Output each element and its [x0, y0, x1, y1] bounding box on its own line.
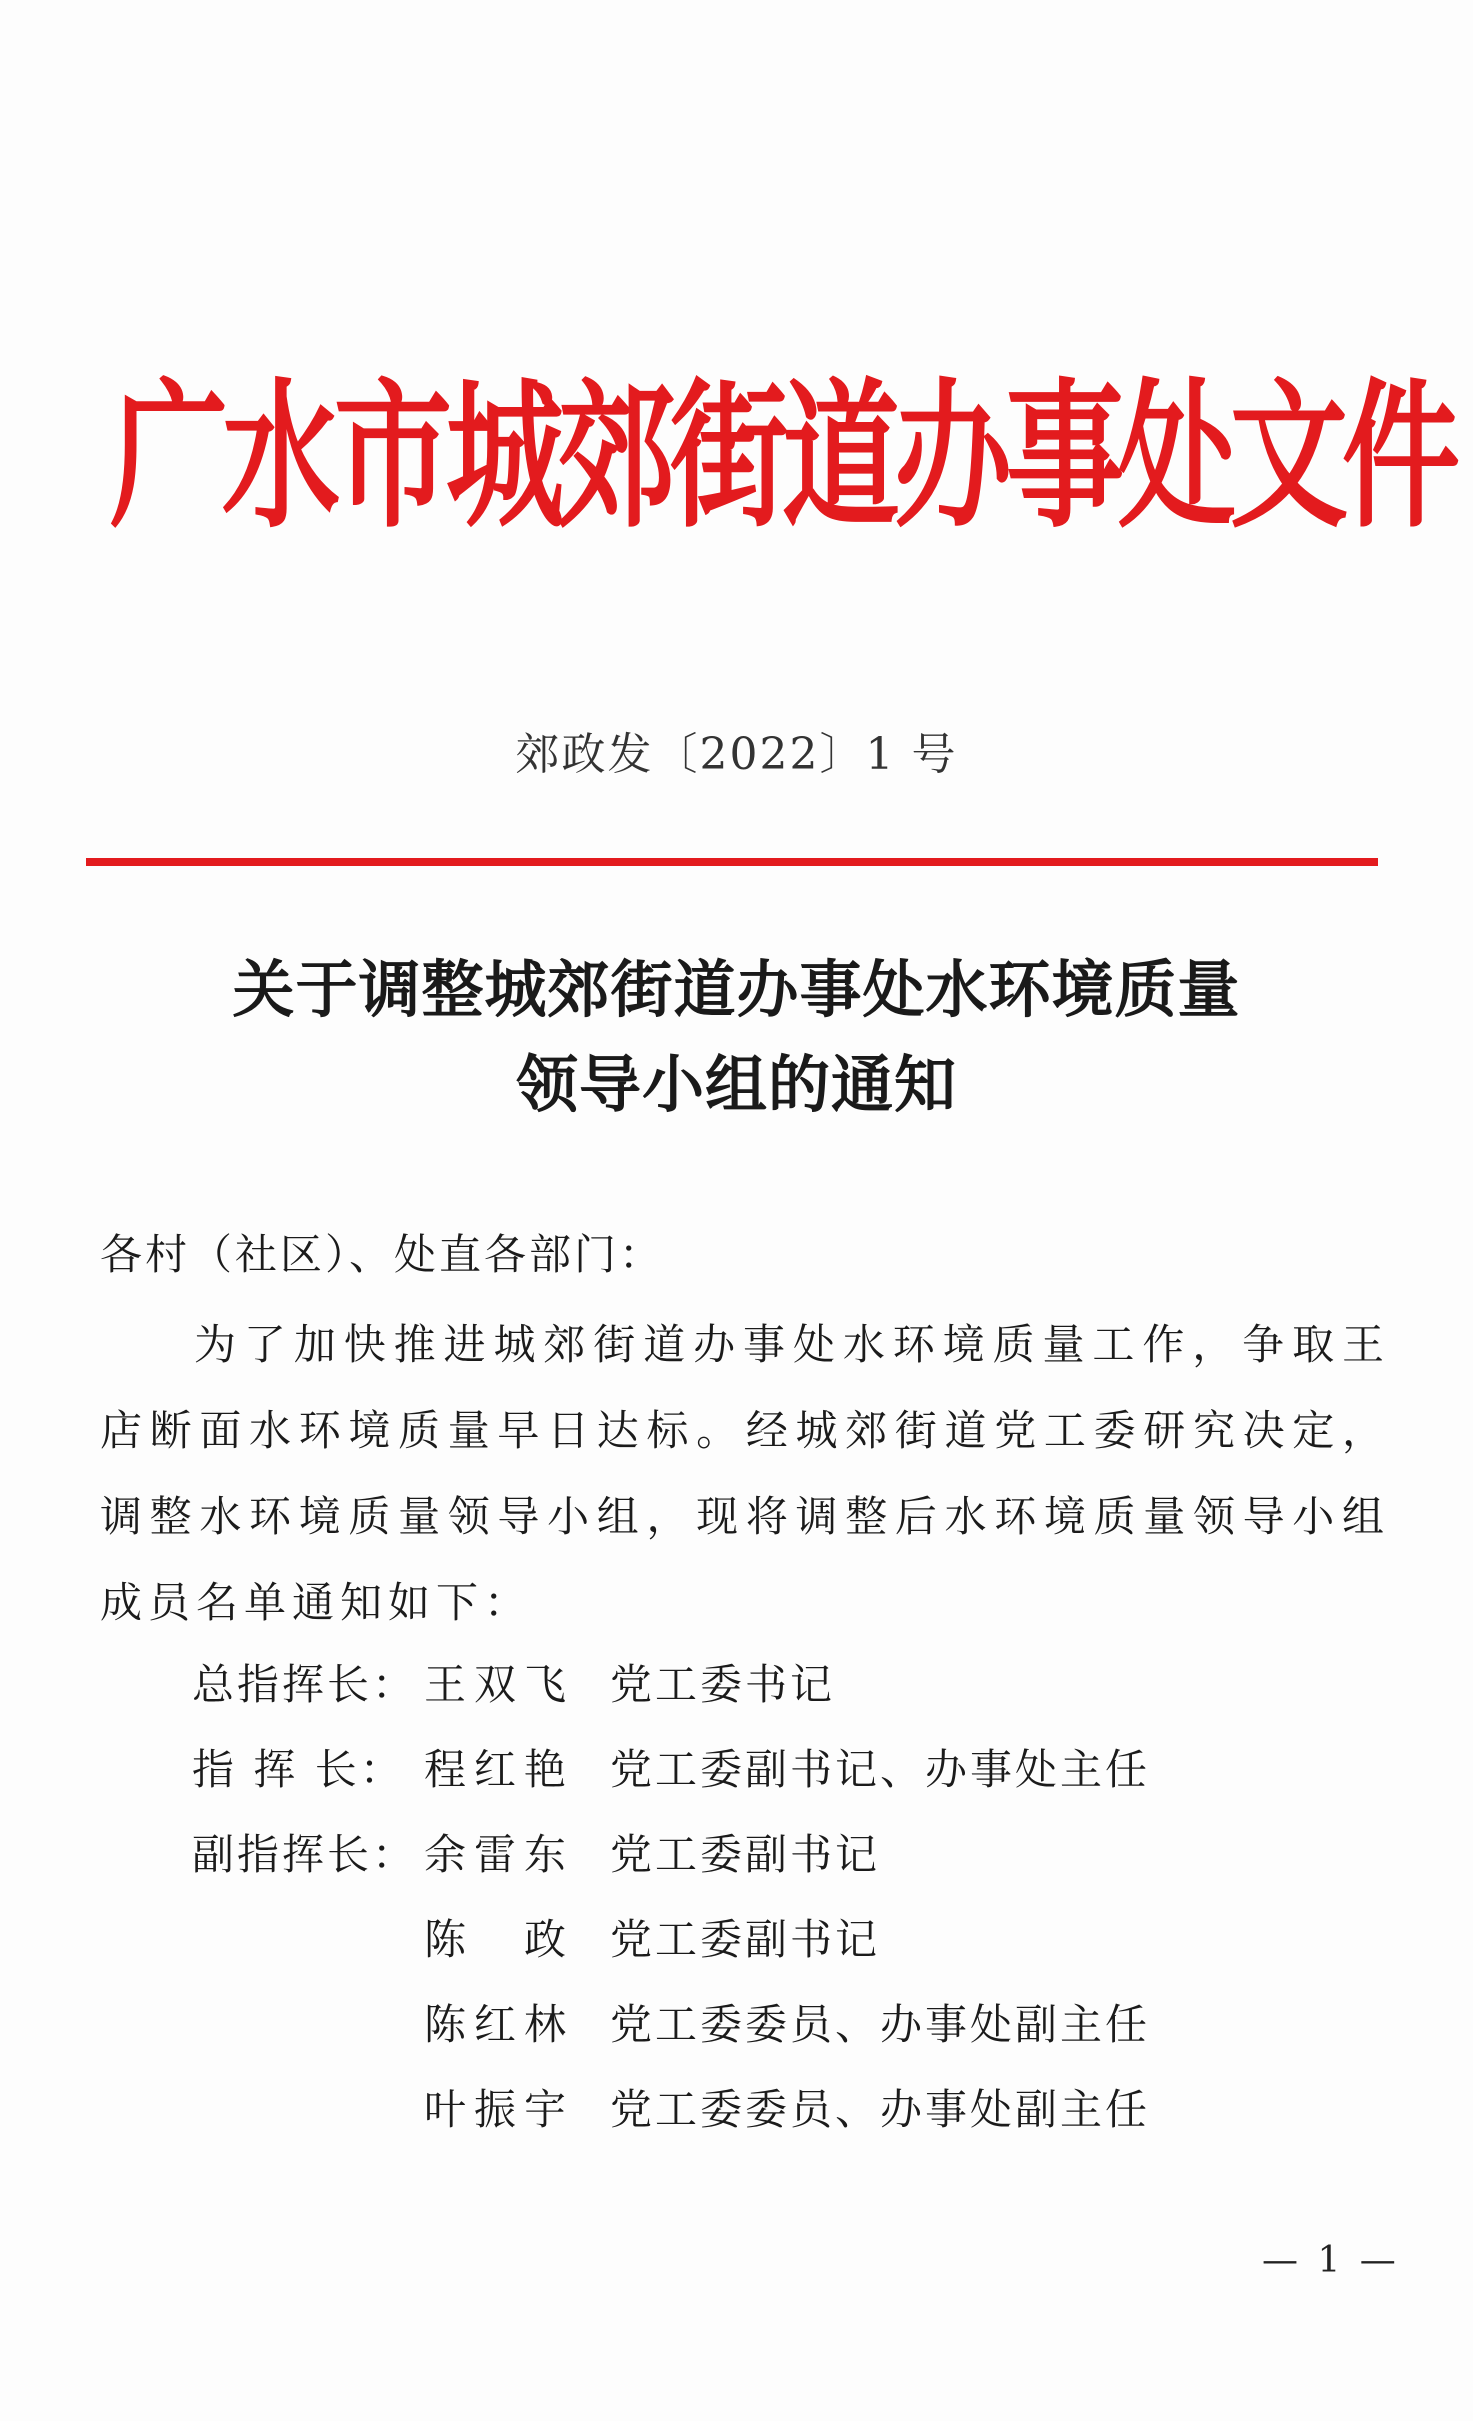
member-role: 总指挥长： [192, 1660, 418, 1709]
document-number: 郊政发〔2022〕1 号 [515, 729, 958, 780]
member-duty: 党工委书记 [610, 1660, 836, 1709]
notice-title-line-1: 关于调整城郊街道办事处水环境质量 [232, 953, 1241, 1026]
member-role: 指 挥 长： [192, 1745, 405, 1794]
page-number: — 1 — [1262, 2240, 1400, 2281]
notice-title-line-2: 领导小组的通知 [515, 1048, 957, 1121]
member-name: 陈红林 [424, 2000, 575, 2049]
member-name: 余雷东 [424, 1830, 575, 1879]
member-name: 陈 政 [424, 1915, 575, 1964]
member-duty: 党工委副书记 [610, 1830, 881, 1879]
member-name: 程红艳 [424, 1745, 575, 1794]
member-duty: 党工委委员、办事处副主任 [610, 2085, 1151, 2134]
member-name: 叶振宇 [424, 2085, 575, 2134]
member-duty: 党工委委员、办事处副主任 [610, 2000, 1151, 2049]
member-duty: 党工委副书记、办事处主任 [610, 1745, 1151, 1794]
member-name: 王双飞 [424, 1660, 575, 1709]
member-role: 副指挥长： [192, 1830, 418, 1879]
issuer-header-title: 广水市城郊街道办事处文件 [110, 363, 1455, 550]
member-duty: 党工委副书记 [610, 1915, 881, 1964]
salutation: 各村（社区）、处直各部门： [100, 1230, 665, 1279]
red-divider-line [86, 858, 1378, 866]
body-paragraph: 为了加快推进城郊街道办事处水环境质量工作，争取王店断面水环境质量早日达标。经城郊街道党工委研究决定，调整水环境质量领导小组，现将调整后水环境质量领导小组成员名单通知如下： [100, 1320, 1390, 1627]
